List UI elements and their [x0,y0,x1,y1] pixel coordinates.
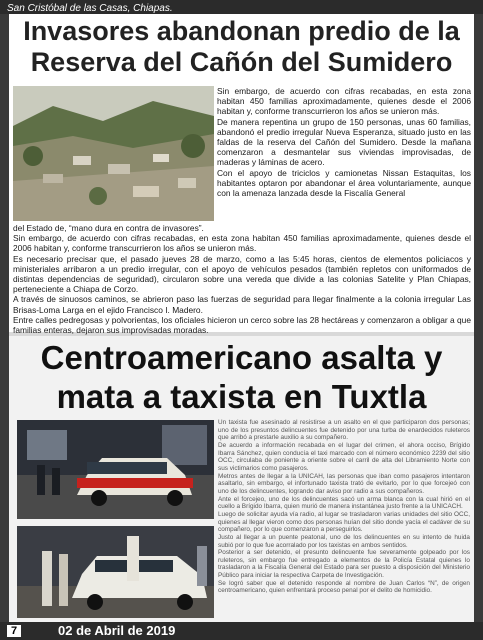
paragraph: del Estado de, “mano dura en contra de invasores”. [13,223,204,233]
issue-date: 02 de Abril de 2019 [58,623,176,638]
paragraph: Metros antes de llegar a la UNICAH, las personas que iban como pasajeros intentaron asaltarlo, sin embargo, el infortunado taxista trató de evitarlo, por lo que forcejeó con uno de los delincuentes, logrando dar aviso por radio a sus compañeros. [218,472,470,495]
page-number: 7 [7,625,21,637]
headline-1-line-1: Invasores abandonan predio de la [23,16,460,46]
paragraph: Es necesario precisar que, el pasado jueves 28 de marzo, como a las 5:45 horas, cientos de elementos policiacos y ministeriales arribaron a un predio irregular, con el apoyo de vehículos pesados (también repletos con uniformados de distintas dependencias de seguridad), circularon sobre una vereda que divide a las colonias Satelite y Plan Chiapas, perteneciente a Chiapa de Corzo. [13,253,471,295]
taxi-second-photo [17,526,214,618]
paragraph: Posterior a ser detenido, el presunto delincuente fue severamente golpeado por los ruleteros, sin embargo fue entregado a elementos de la Policía Estatal quienes lo trasladaron a la Fiscalía General del Estado para ser puesto a disposición del Ministerio Público para iniciar la respectiva Carpeta de Investigación. [218,549,470,580]
story-1-full-width-text [13,223,471,335]
paragraph: Luego de solicitar ayuda vía radio, al lugar se trasladaron varias unidades del sitio OCC, quienes al llegar vieron como dos personas huían del sitio donde yacía el cadáver de su compañero, por lo que comenzaron a perseguirlos. [218,510,470,534]
right-border [474,14,483,622]
paragraph: A través de sinuosos caminos, se abrieron paso las fuerzas de seguridad para llegar finalmente a la colonia irregular Las Brisas-Loma Larga en el ejido Francisco I. Madero. [13,294,471,315]
paragraph: Entre calles pedregosas y polvorientas, los oficiales hicieron un cerco sobre las 28 hectáreas y comenzaron a obligar a que familias enteras, dejaron sus improvisadas moradas. [13,314,471,336]
location-line: San Cristóbal de las Casas, Chiapas. [7,3,173,14]
paragraph: Un taxista fue asesinado al resistirse a un asalto en el que participaron dos personas; uno de los presuntos delincuentes fue detenido por una turba de enardecidos ruleteros que arribó a prestarle auxilio a su compañero. [218,419,470,442]
taxi-crime-scene-photo [17,420,214,519]
story-taxista [9,336,474,622]
headline-1-line-2: Reserva del Cañón del Sumidero [30,47,453,77]
paragraph: Sin embargo, de acuerdo con cifras recabadas, en esta zona habitan 450 familias aproximadamente, quienes desde el 2006 habitan y, conforme transcurrieron los años se unieron más. [217,86,471,117]
hillside-settlement-photo [13,86,214,221]
paragraph: Con el apoyo de triciclos y camionetas Nissan Estaquitas, los habitantes optaron por abandonar el área voluntariamente, aunque con la amenaza lanzada desde la Fiscalía General [217,167,471,199]
paragraph: De acuerdo a información recabada en el lugar del crimen, el ahora occiso, Brígido Ibarra Sánchez, quien conducía el taxi marcado con el número económico 2239 del sitio OCC, circulaba de poniente a oriente sobre el carril de alta del Libramiento Norte con sus victimarios como pasajeros. [218,441,470,472]
left-border [0,14,9,622]
story-invasores [9,14,474,336]
headline-2-line-2: mata a taxista en Tuxtla [56,378,427,415]
headline-2-line-1: Centroamericano asalta y [40,339,443,376]
paragraph: Sin embargo, de acuerdo con cifras recabadas, en esta zona habitan 450 familias aproximadamente, quienes desde el 2006 habitan y, conforme transcurrieron los años se unieron más. [13,233,471,254]
paragraph: De manera repentina un grupo de 150 personas, unas 60 familias, abandonó el predio irregular Nueva Esperanza, situado justo en las faldas de la reserva del Cañón del Sumidero. Desde la mañana comenzaron a desmantelar sus viviendas improvisadas, de maderas y láminas de acero. [217,116,471,168]
story-2-text [218,419,470,595]
story-1-column-right [217,86,471,198]
paragraph: Se logró saber que el detenido responde al nombre de Juan Carlos “N”, de origen centroamericano, quien enfrentará proceso penal por el delito de homicidio. [218,579,470,595]
paragraph: Ante el forcejeo, uno de los delincuentes sacó un arma blanca con la cual hirió en el cuello a Brígido Ibarra, quien murió de manera instantánea justo frente a la UNICACH. [218,495,470,511]
paragraph: Justo al llegar a un puente peatonal, uno de los delincuentes en su intento de huida subió por lo que fue acorralado por los taxistas en ambos sentidos. [218,533,470,549]
